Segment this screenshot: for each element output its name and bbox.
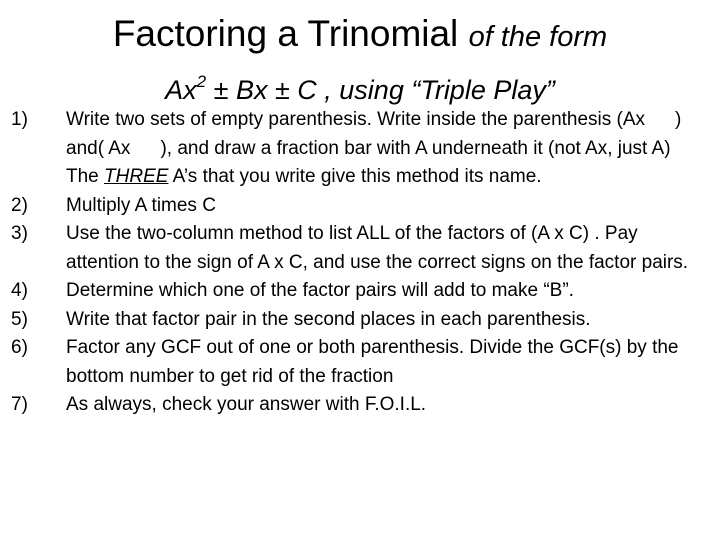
- step-item-1: [0, 106, 720, 192]
- step-text-part: ) and( Ax: [66, 109, 682, 159]
- formula-rest: ± Bx ± C , using “Triple Play”: [213, 75, 555, 105]
- formula-exponent: 2: [196, 72, 207, 91]
- step-text: Factor any GCF out of one or both parenthesis. Divide the GCF(s) by the bottom number to get rid of the fraction: [66, 337, 679, 387]
- step-number: 1): [11, 109, 28, 130]
- step-item-6: [0, 334, 720, 391]
- title-suffix: of the form: [468, 21, 608, 53]
- step-item-2: [0, 192, 720, 221]
- title-main: Factoring a Trinomial: [112, 13, 459, 54]
- step-number: 7): [11, 394, 28, 415]
- slide-title: [0, 10, 720, 61]
- step-number: 4): [11, 280, 28, 301]
- step-number: 5): [11, 308, 28, 330]
- step-number: 6): [11, 337, 28, 358]
- step-item-4: [0, 277, 720, 306]
- step-item-5: [0, 306, 720, 335]
- step-item-7: [0, 391, 720, 420]
- step-text-part: Write two sets of empty parenthesis. Write inside the parenthesis (Ax: [66, 109, 646, 130]
- step-text-part: ), and draw a fraction bar with A underneath it (not Ax, just A) The: [66, 137, 671, 187]
- step-text-part: A’s that you write give this method its name.: [168, 166, 542, 187]
- step-item-3: [0, 220, 720, 277]
- step-text: Use the two-column method to list ALL of the factors of (A x C) . Pay attention to the sign of A x C, and use the correct signs on the factor pairs.: [66, 223, 689, 273]
- step-number: 3): [11, 223, 28, 244]
- step-number: 2): [11, 194, 28, 216]
- step-text: Determine which one of the factor pairs will add to make “B”.: [66, 280, 574, 301]
- step-text: As always, check your answer with F.O.I.L.: [66, 394, 427, 415]
- emphasis-three: THREE: [104, 166, 169, 187]
- formula-prefix: Ax: [165, 75, 197, 105]
- step-text: Multiply A times C: [66, 194, 216, 216]
- slide-subtitle-formula: [0, 62, 720, 112]
- step-text: Write that factor pair in the second places in each parenthesis.: [66, 308, 591, 330]
- steps-list: [0, 106, 720, 420]
